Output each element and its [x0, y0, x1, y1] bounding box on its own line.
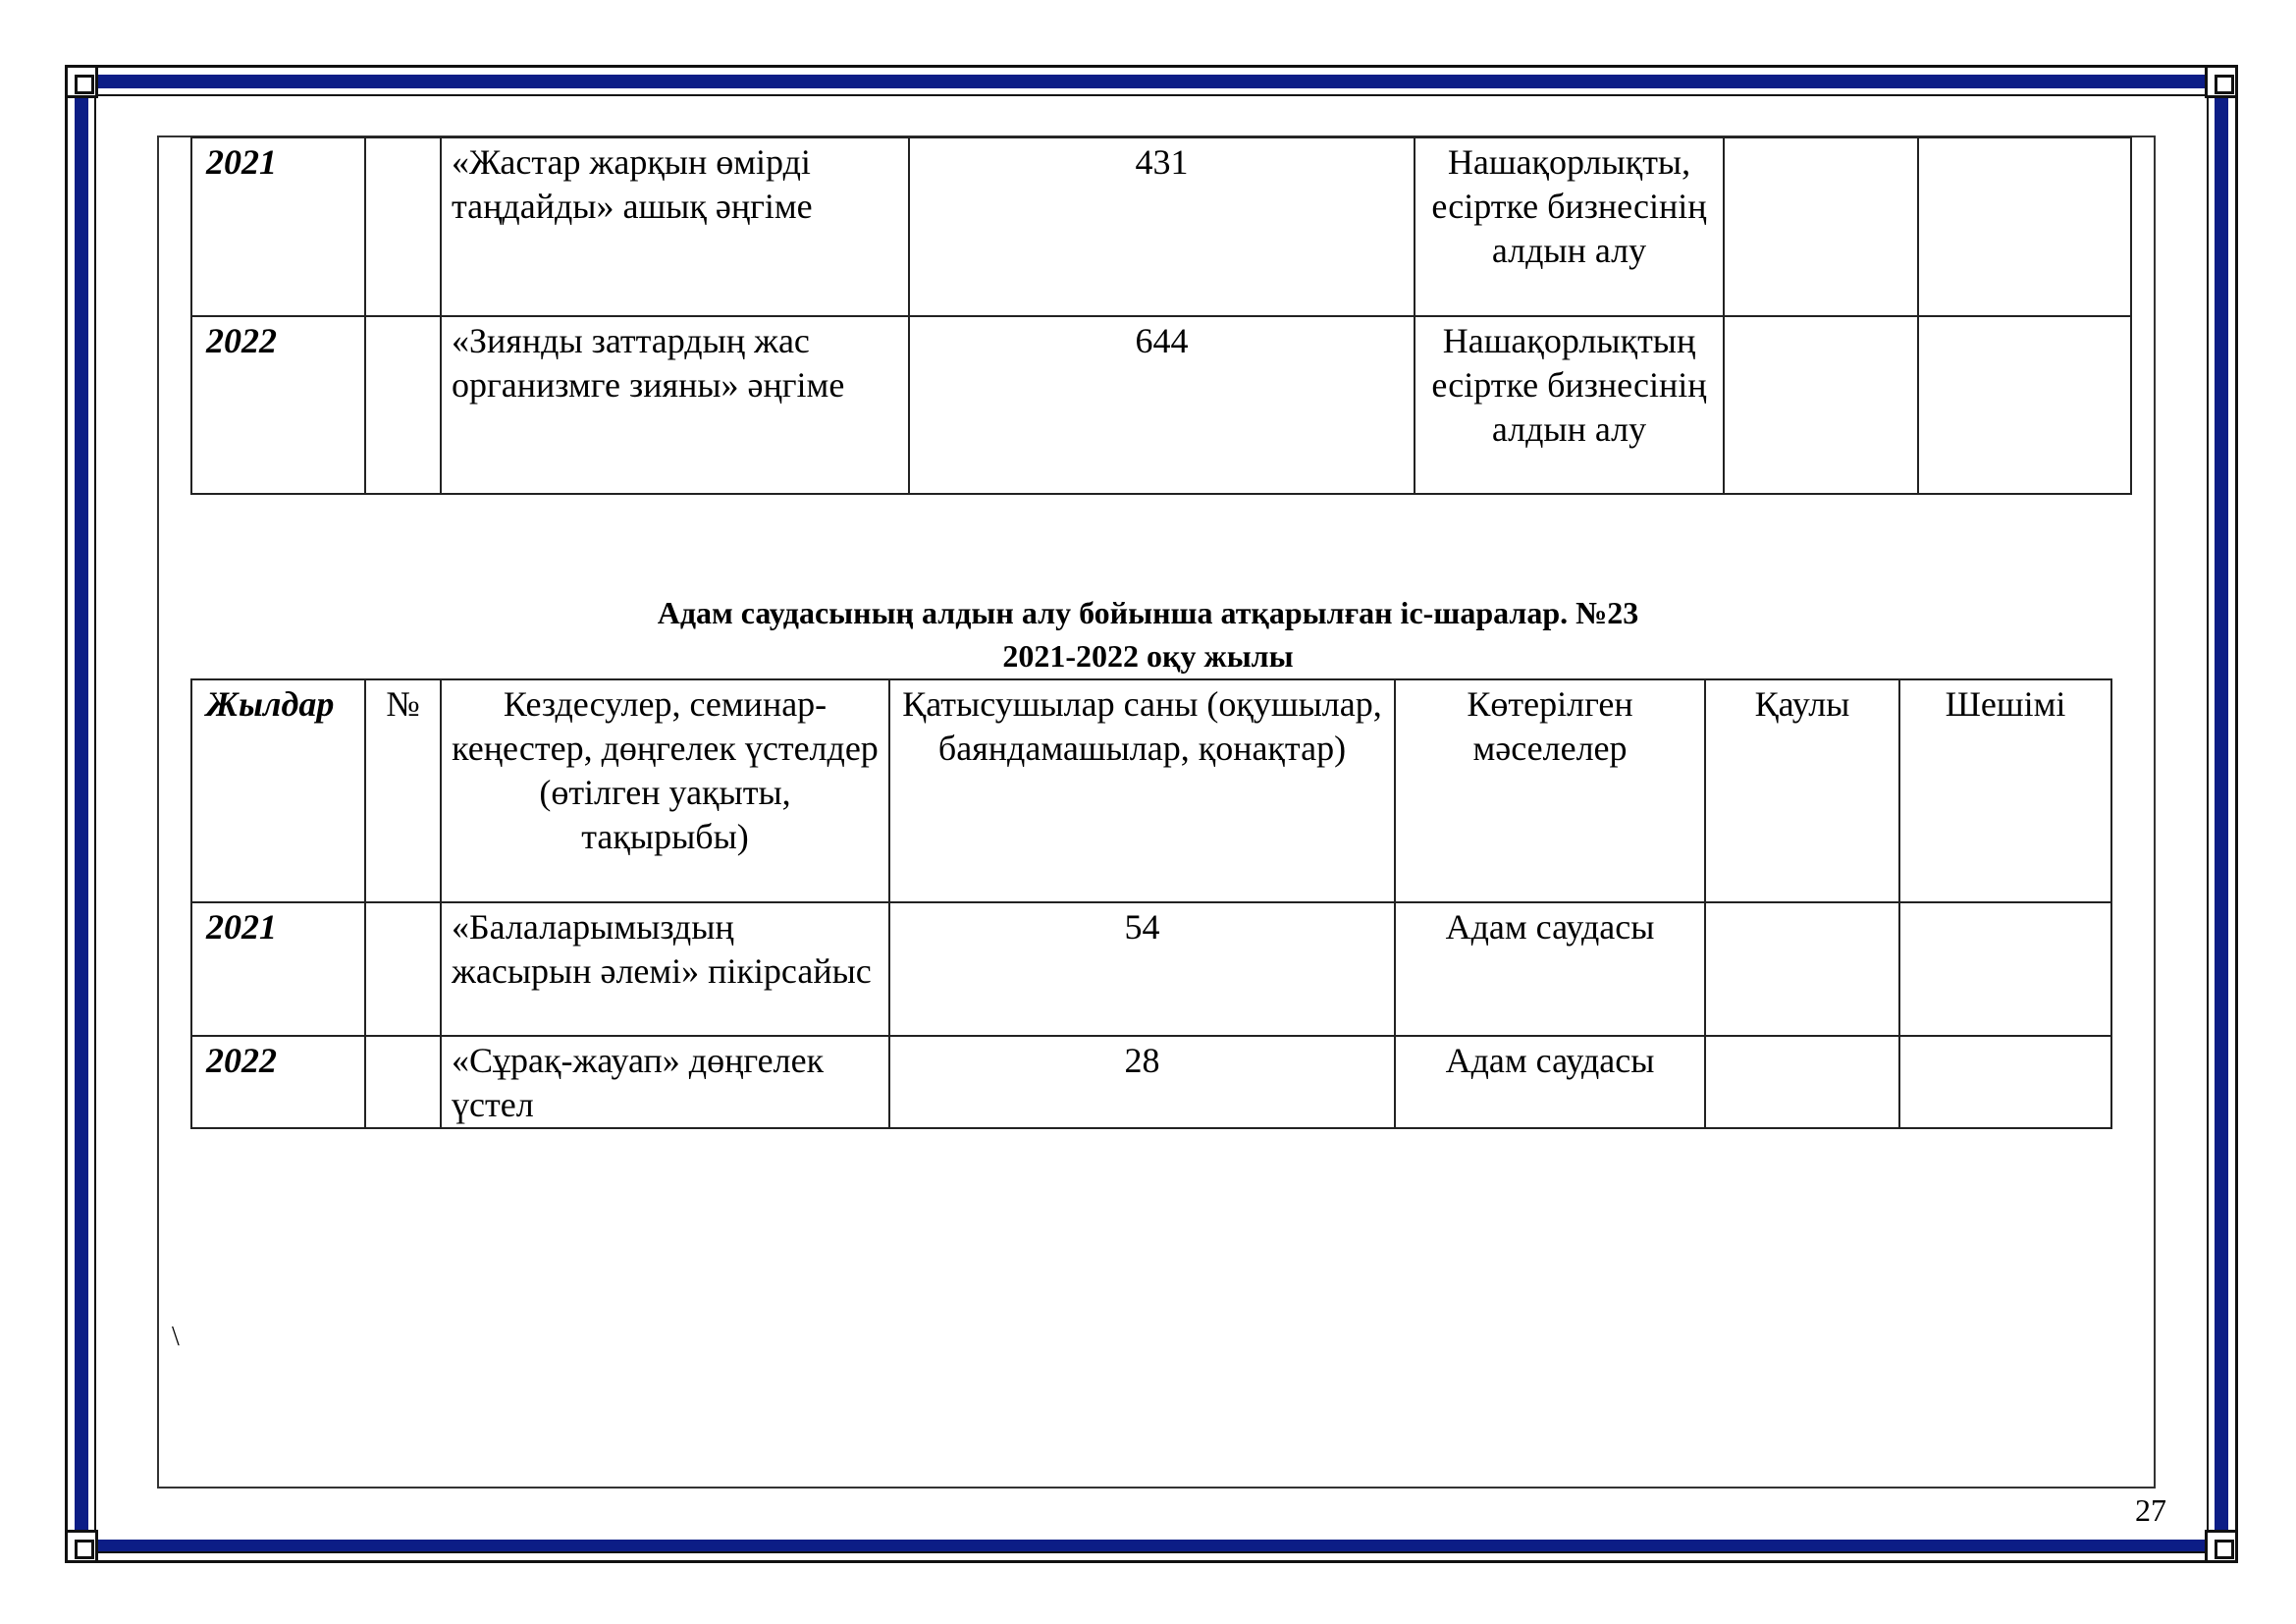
issues-cell: Нашақорлықты, есіртке бизнесінің алдын алу	[1415, 137, 1724, 316]
decision-cell	[1899, 1036, 2111, 1128]
table-row	[191, 1036, 2111, 1128]
table-row	[191, 316, 2131, 494]
table-header-row	[191, 679, 2111, 902]
number-cell	[365, 137, 441, 316]
event-cell: «Сұрақ-жауап» дөңгелек үстел	[441, 1036, 889, 1128]
year-cell: 2021	[191, 902, 365, 1036]
corner-ornament-bottom-left	[65, 1530, 98, 1563]
participants-cell: 644	[909, 316, 1415, 494]
event-cell: «Жастар жарқын өмірді таңдайды» ашық әңгіме	[441, 137, 909, 316]
resolution-cell	[1705, 902, 1899, 1036]
corner-ornament-top-right	[2205, 65, 2238, 98]
corner-ornament-bottom-right	[2205, 1530, 2238, 1563]
decision-cell	[1899, 902, 2111, 1036]
issues-cell: Нашақорлықтың есіртке бизнесінің алдын алу	[1415, 316, 1724, 494]
resolution-cell	[1705, 1036, 1899, 1128]
participants-cell: 54	[889, 902, 1395, 1036]
number-cell	[365, 902, 441, 1036]
event-cell: «Зиянды заттардың жас организмге зияны» әңгіме	[441, 316, 909, 494]
year-cell: 2022	[191, 316, 365, 494]
header-resolution: Қаулы	[1705, 679, 1899, 902]
issues-cell: Адам саудасы	[1395, 1036, 1705, 1128]
table-row	[191, 137, 2131, 316]
decision-cell	[1918, 137, 2131, 316]
header-event: Кездесулер, семинар-кеңестер, дөңгелек үстелдер (өтілген уақыты, тақырыбы)	[441, 679, 889, 902]
section-title: Адам саудасының алдын алу бойынша атқарылған іс-шаралар. №23	[657, 595, 1639, 630]
issues-cell: Адам саудасы	[1395, 902, 1705, 1036]
participants-cell: 28	[889, 1036, 1395, 1128]
header-number: №	[365, 679, 441, 902]
number-cell	[365, 1036, 441, 1128]
table-row	[191, 902, 2111, 1036]
section-subtitle: 2021-2022 оқу жылы	[1002, 638, 1294, 674]
corner-ornament-top-left	[65, 65, 98, 98]
trafficking-prevention-table	[190, 678, 2112, 1129]
number-cell	[365, 316, 441, 494]
event-cell: «Балаларымыздың жасырын әлемі» пікірсайыс	[441, 902, 889, 1036]
header-decision: Шешімі	[1899, 679, 2111, 902]
activities-table-continued	[190, 136, 2132, 495]
header-year: Жылдар	[191, 679, 365, 902]
header-participants: Қатысушылар саны (оқушылар, баяндамашылар, қонақтар)	[889, 679, 1395, 902]
header-issues: Көтерілген мәселелер	[1395, 679, 1705, 902]
page-number: 27	[2135, 1495, 2166, 1521]
decision-cell	[1918, 316, 2131, 494]
year-cell: 2022	[191, 1036, 365, 1128]
participants-cell: 431	[909, 137, 1415, 316]
stray-backslash: \	[172, 1322, 180, 1352]
resolution-cell	[1724, 137, 1918, 316]
resolution-cell	[1724, 316, 1918, 494]
year-cell: 2021	[191, 137, 365, 316]
